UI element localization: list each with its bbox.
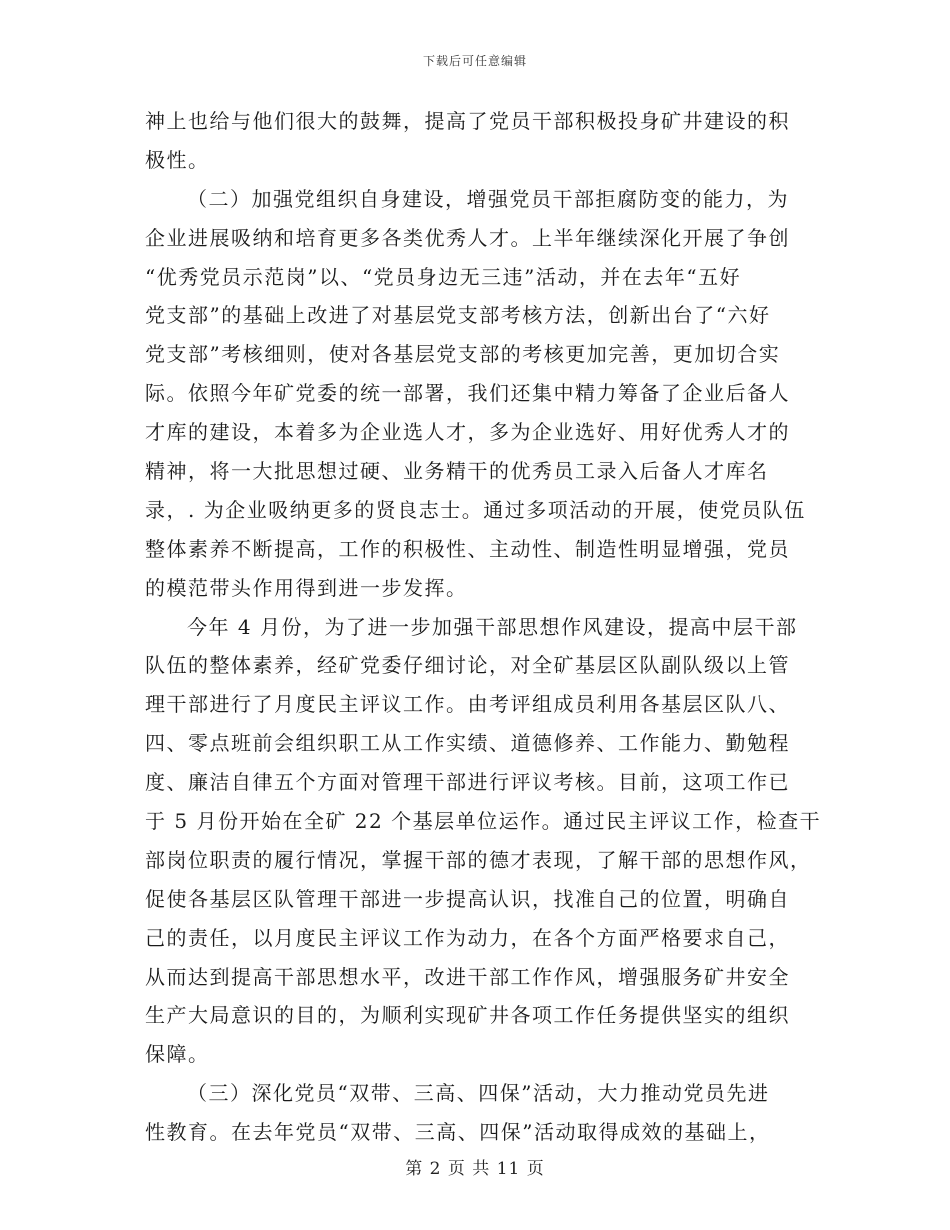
- text-line: 部岗位职责的履行情况，掌握干部的德才表现，了解干部的思想作风，: [145, 847, 812, 872]
- text-line: 理干部进行了月度民主评议工作。由考评组成员利用各基层区队八、: [145, 692, 790, 717]
- text-line: 才库的建设，本着多为企业选人才，多为企业选好、用好优秀人才的: [145, 420, 790, 445]
- text-line: 的模范带头作用得到进一步发挥。: [145, 575, 468, 600]
- text-line: 性教育。在去年党员“双带、三高、四保”活动取得成效的基础上，: [145, 1120, 771, 1145]
- text-line: 从而达到提高干部思想水平，改进干部工作作风，增强服务矿井安全: [145, 964, 790, 989]
- text-line: 整体素养不断提高，工作的积极性、主动性、制造性明显增强，党员: [145, 536, 790, 561]
- text-line: 企业进展吸纳和培育更多各类优秀人才。上半年继续深化开展了争创: [145, 225, 790, 250]
- text-line: 党支部”考核细则，使对各基层党支部的考核更加完善，更加切合实: [145, 342, 781, 367]
- text-line: 神上也给与他们很大的鼓舞，提高了党员干部积极投身矿井建设的积: [145, 109, 790, 133]
- text-line: “优秀党员示范岗”以、“党员身边无三违”活动，并在去年“五好: [145, 264, 742, 289]
- text-line: 己的责任，以月度民主评议工作为动力，在各个方面严格要求自己，: [145, 925, 790, 950]
- text-line: 录，. 为企业吸纳更多的贤良志士。通过多项活动的开展，使党员队伍: [145, 497, 806, 522]
- text-line: 际。依照今年矿党委的统一部署，我们还集中精力筹备了企业后备人: [145, 381, 790, 406]
- text-line: 党支部”的基础上改进了对基层党支部考核方法，创新出台了“六好: [145, 303, 771, 328]
- text-line: 促使各基层区队管理干部进一步提高认识，找准自己的位置，明确自: [145, 886, 790, 911]
- text-line: 生产大局意识的目的，为顺利实现矿井各项工作任务提供坚实的组织: [145, 1003, 790, 1028]
- text-line: 度、廉洁自律五个方面对管理干部进行评议考核。目前，这项工作已: [145, 770, 790, 795]
- text-line: 精神，将一大批思想过硬、业务精干的优秀员工录入后备人才库名: [145, 459, 769, 484]
- document-body: [145, 102, 822, 1152]
- paragraph-start-line: （二）加强党组织自身建设，增强党员干部拒腐防变的能力，为: [187, 186, 789, 211]
- text-line: 保障。: [145, 1042, 210, 1067]
- paragraph-start-line: （三）深化党员“双带、三高、四保”活动，大力推动党员先进: [187, 1081, 770, 1106]
- text-line: 队伍的整体素养，经矿党委仔细讨论，对全矿基层区队副队级以上管: [145, 653, 790, 678]
- paragraph-start-line: 今年 4 月份，为了进一步加强干部思想作风建设，提高中层干部: [187, 614, 798, 639]
- page-header-note: 下载后可任意编辑: [422, 54, 527, 68]
- text-line: 极性。: [145, 147, 210, 172]
- text-line: 四、零点班前会组织职工从工作实绩、道德修养、工作能力、勤勉程: [145, 731, 790, 756]
- page-number-footer: 第 2 页 共 11 页: [405, 1159, 545, 1179]
- text-line: 于 5 月份开始在全矿 22 个基层单位运作。通过民主评议工作，检查干: [145, 809, 822, 834]
